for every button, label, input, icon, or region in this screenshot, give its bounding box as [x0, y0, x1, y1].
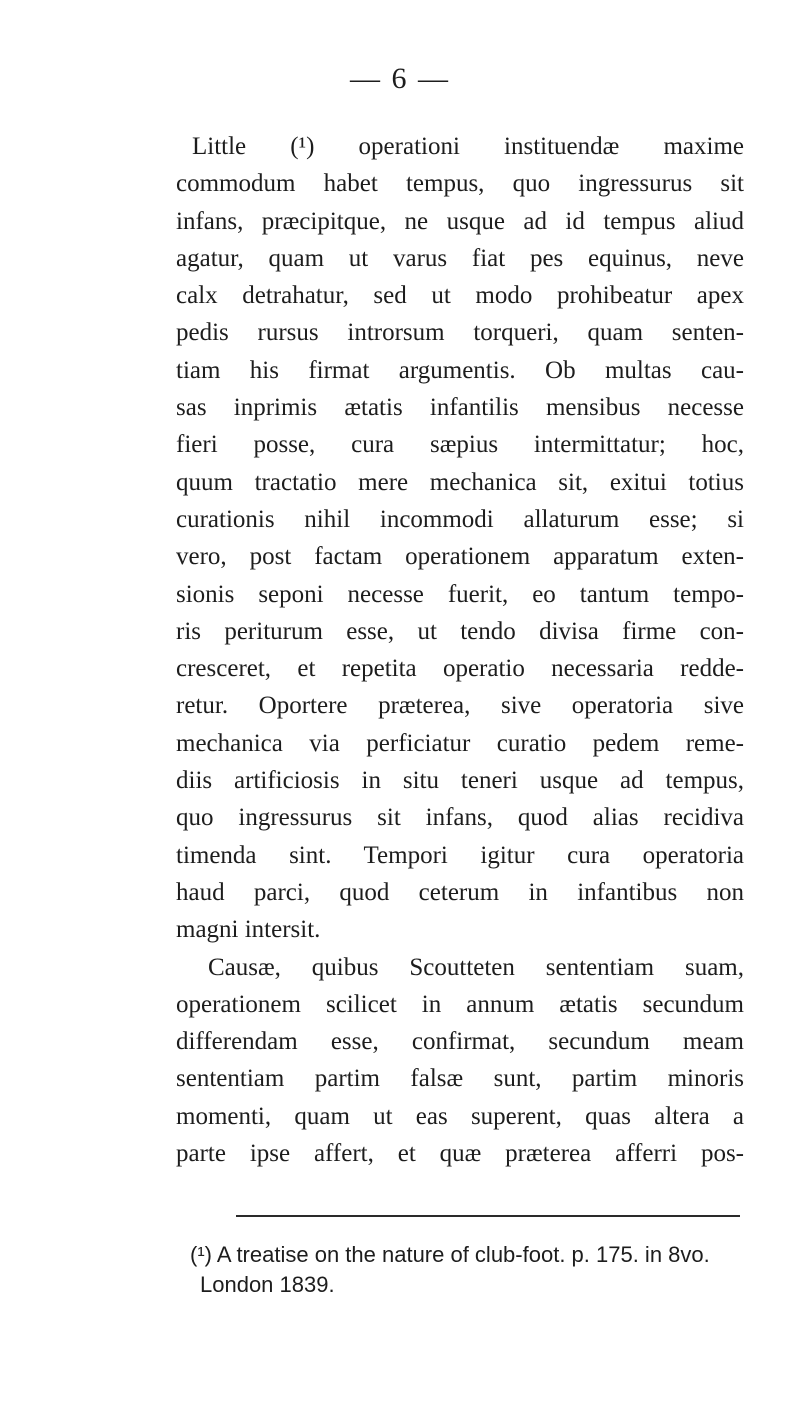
text-line: pedis rursus introrsum torqueri, quam senten-	[176, 319, 744, 347]
footnote-line: London 1839.	[200, 1272, 335, 1297]
text-line: momenti, quam ut eas superent, quas altera a	[176, 1102, 744, 1130]
text-line: haud parci, quod ceterum in infantibus non	[176, 878, 744, 906]
text-line: infans, præcipitque, ne usque ad id tempus aliud	[176, 207, 744, 235]
body-text	[176, 128, 744, 1172]
text-line: vero, post factam operationem apparatum exten-	[176, 543, 744, 571]
text-line: diis artificiosis in situ teneri usque ad tempus,	[176, 767, 744, 795]
text-line: ris periturum esse, ut tendo divisa firme con-	[176, 617, 744, 645]
text-line: operationem scilicet in annum ætatis secundum	[176, 990, 744, 1018]
text-line: magni intersit.	[176, 916, 321, 944]
text-line: sententiam partim falsæ sunt, partim minoris	[176, 1065, 744, 1093]
paragraph-1	[176, 128, 744, 949]
text-line: fieri posse, cura sæpius intermittatur; hoc,	[176, 431, 744, 459]
text-line: agatur, quam ut varus fiat pes equinus, neve	[176, 244, 744, 272]
text-line: quo ingressurus sit infans, quod alias recidiva	[176, 804, 744, 832]
footnote-line: (¹) A treatise on the nature of club-foot. p. 175. in 8vo.	[190, 1242, 710, 1267]
text-line: commodum habet tempus, quo ingressurus sit	[176, 170, 744, 198]
page-number: — 6 —	[350, 62, 450, 95]
text-line: Causæ, quibus Scoutteten sententiam suam,	[208, 953, 744, 981]
text-line: mechanica via perficiatur curatio pedem reme-	[176, 729, 744, 757]
text-line: timenda sint. Tempori igitur cura operatoria	[176, 841, 744, 869]
text-line: parte ipse affert, et quæ præterea afferri pos-	[176, 1140, 744, 1168]
text-line: Little (¹) operationi instituendæ maxime	[192, 133, 744, 160]
text-line: sas inprimis ætatis infantilis mensibus necesse	[176, 394, 744, 422]
text-line: calx detrahatur, sed ut modo prohibeatur apex	[176, 282, 744, 310]
text-line: quum tractatio mere mechanica sit, exitui totius	[176, 468, 744, 496]
text-line: tiam his firmat argumentis. Ob multas cau-	[176, 356, 744, 384]
footnote	[190, 1240, 750, 1300]
text-line: sionis seponi necesse fuerit, eo tantum tempo-	[176, 580, 744, 608]
text-line: cresceret, et repetita operatio necessaria redde-	[176, 655, 744, 683]
text-line: retur. Oportere præterea, sive operatoria sive	[176, 692, 744, 720]
paragraph-2	[176, 949, 744, 1173]
footnote-divider	[236, 1215, 740, 1217]
text-line: differendam esse, confirmat, secundum meam	[176, 1028, 744, 1056]
text-line: curationis nihil incommodi allaturum esse; si	[176, 505, 744, 533]
